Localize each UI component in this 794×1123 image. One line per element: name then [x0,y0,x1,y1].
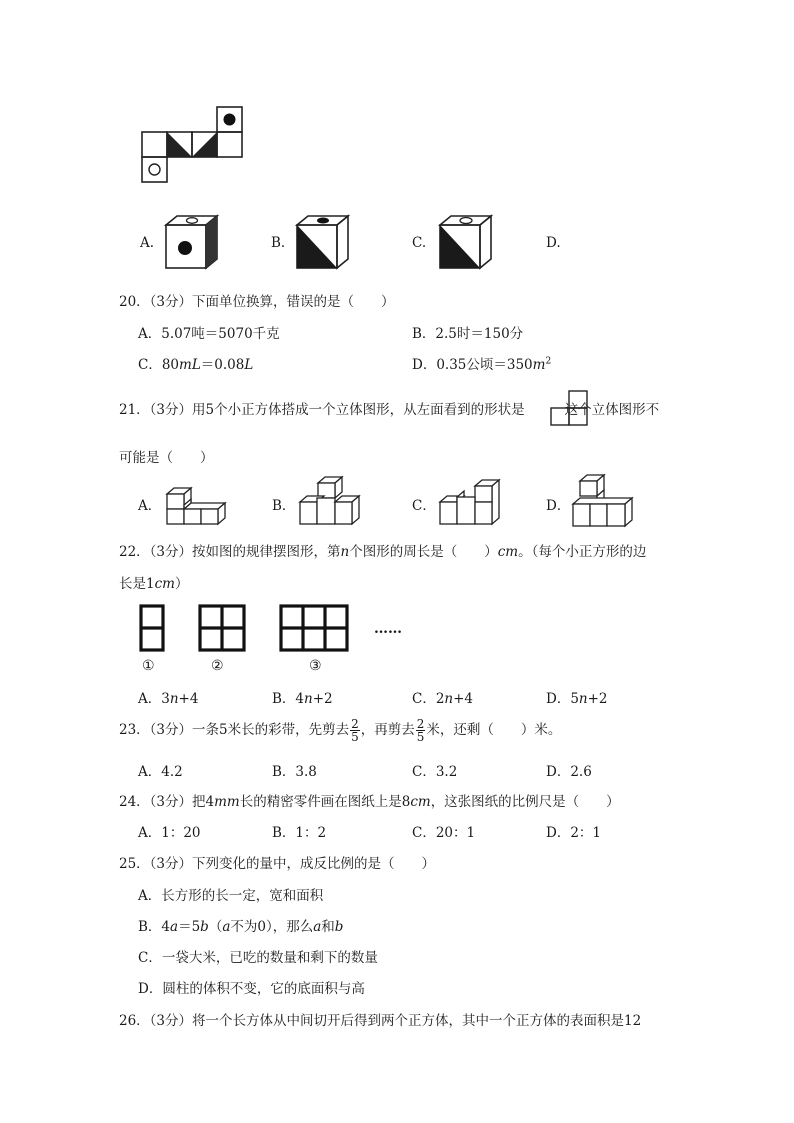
pattern-label-1: ① [142,658,155,674]
cube-option-c [437,213,495,271]
q20-option-d: D．0.35公顷$=350m^2$ [412,356,552,373]
q24-option-b: B．1：2 [272,825,327,841]
option-letter: B. [271,235,286,251]
pattern-label-3: ③ [309,658,322,674]
q25-option-d: D．圆柱的体积不变，它的底面积与高 [138,981,365,997]
q23-option-c: C．3.2 [412,764,458,780]
q22-option-a: A．3n+4 [138,691,199,707]
q23-option-a: A．4.2 [138,764,183,780]
fraction: $\frac{2}{5}$ [416,717,425,744]
question-21-stem-line2: 可能是（ ） [119,450,214,466]
q22-option-d: D．5n+2 [546,691,608,707]
q23-option-b: B．3.8 [272,764,317,780]
solid-option-d [570,474,642,528]
left-view-shape [550,389,590,427]
q22-option-b: B．4n+2 [272,691,333,707]
question-24-stem: 24．（3分）把4mm长的精密零件画在图纸上是8cm，这张图纸的比例尺是（ ） [119,794,620,810]
question-26-stem: 26．（3分）将一个长方体从中间切开后得到两个正方体，其中一个正方体的表面积是12 [119,1013,642,1029]
pattern-label-2: ② [211,658,224,674]
q24-option-d: D．2：1 [546,825,602,841]
q20-option-b: B．2.5时＝150分 [412,326,524,342]
q25-option-a: A．长方形的长一定，宽和面积 [138,888,324,904]
solid-option-b [296,476,368,526]
q24-option-c: C．20：1 [412,825,476,841]
fraction: $\frac{2}{5}$ [351,717,359,744]
question-22-stem: 22．（3分）按如图的规律摆图形，第n个图形的周长是（ ）cm。（每个小正方形的边 [119,544,647,560]
pattern-continuation-dots: …… [374,621,402,637]
question-22-stem-line2: 长是1cm） [119,576,189,592]
question-23-stem: 23．（3分）一条5米长的彩带，先剪去 $\frac{2}{5}$ ，再剪去 $\frac{2}{5}$ 米，还剩（ ）米。 [119,717,562,744]
option-letter: B． [272,498,296,514]
q23-option-d: D．2.6 [546,764,592,780]
option-letter: C． [412,498,436,514]
q22-option-c: C．2n+4 [412,691,474,707]
question-21-stem: 21．（3分）用5个小正方体搭成一个立体图形，从左面看到的形状是 这个立体图形不 [119,402,660,418]
question-20-stem: 20．（3分）下面单位换算，错误的是（ ） [119,294,395,310]
solid-option-a [162,476,234,526]
solid-option-c [436,476,508,526]
option-letter: D． [546,498,571,514]
square-pattern-figure [138,603,353,655]
option-letter: A． [138,498,162,514]
option-letter: D. [546,235,561,251]
q25-option-c: C．一袋大米，已吃的数量和剩下的数量 [138,950,378,966]
cube-option-b [294,213,352,271]
q20-option-c: C．80mL＝0.08L [138,357,254,373]
option-letter: C. [412,235,427,251]
cube-option-a [163,213,221,271]
q25-option-b: B．4a＝5b（a不为0），那么a和b [138,919,344,935]
option-letter: A. [140,235,155,251]
cube-net-figure [140,105,250,187]
q20-option-a: A．5.07吨＝5070千克 [138,326,280,342]
q24-option-a: A．1：20 [138,825,201,841]
question-25-stem: 25．（3分）下列变化的量中，成反比例的是（ ） [119,856,436,872]
